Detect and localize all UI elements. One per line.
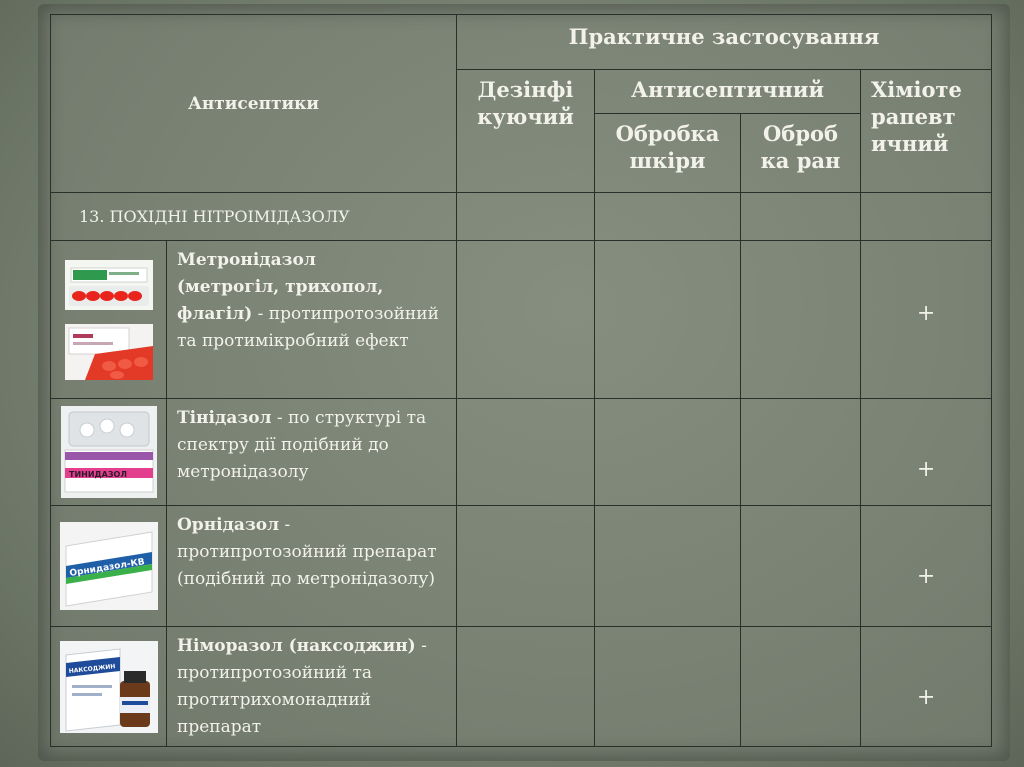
cell-chemotherapeutic (861, 399, 992, 506)
ornidazole-pack-image (60, 522, 158, 610)
drug-name: Німоразол (наксоджин) (177, 636, 416, 656)
cell-wounds (741, 399, 861, 506)
cell-empty (741, 193, 861, 241)
header-antiseptics-label: Антисептики (187, 93, 320, 114)
drug-image-cell (51, 506, 167, 627)
nimorazole-pack-image (60, 641, 158, 733)
cell-chemotherapeutic (861, 506, 992, 627)
cell-wounds (741, 627, 861, 747)
metronidazole-pack-image (65, 260, 153, 310)
drug-effect: - по структурі та спектру дії подібний до метронідазолу (177, 408, 427, 482)
cell-chemotherapeutic (861, 241, 992, 399)
header-skin-label: Обробка шкіри (615, 121, 720, 173)
header-wound-treatment (741, 114, 861, 193)
section-title: 13. ПОХІДНІ НІТРОІМІДАЗОЛУ (79, 207, 350, 226)
tinidazole-pack-image (61, 406, 157, 498)
antiseptics-table (50, 14, 992, 747)
drug-name: Метронідазол (177, 250, 316, 270)
cell-chemotherapeutic (861, 627, 992, 747)
plus-mark: + (916, 564, 936, 589)
cell-empty (595, 193, 741, 241)
plus-mark: + (916, 685, 936, 710)
nimorazole-pack-label: НАКСОДЖИН (67, 662, 116, 675)
drug-effect: - протипротозойний препарат (подібний до метронідазолу) (177, 515, 437, 589)
trichopol-pack-image (65, 324, 153, 380)
cell-disinfecting (457, 241, 595, 399)
drug-synonyms: (метрогіл, трихопол, флагіл) (177, 277, 384, 324)
section-nitroimidazole (51, 193, 457, 241)
drug-description (167, 241, 457, 399)
drug-effect: - протипротозойний та протитрихомонадний препарат (177, 636, 427, 737)
plus-mark: + (916, 301, 936, 326)
table-row (51, 399, 992, 506)
drug-description (167, 399, 457, 506)
cell-empty (457, 193, 595, 241)
header-skin-treatment (595, 114, 741, 193)
cell-skin (595, 241, 741, 399)
cell-wounds (741, 241, 861, 399)
cell-disinfecting (457, 506, 595, 627)
cell-disinfecting (457, 627, 595, 747)
table-row (51, 627, 992, 747)
table-row (51, 241, 992, 399)
cell-skin (595, 506, 741, 627)
header-antiseptics (51, 15, 457, 193)
drug-image-cell (51, 241, 167, 399)
drug-image-cell (51, 627, 167, 747)
header-wounds-label: Оброб ка ран (760, 121, 841, 173)
drug-name: Тінідазол (177, 408, 272, 428)
header-practical-label: Практичне застосування (568, 24, 880, 49)
tinidazole-pack-label: ТИНИДАЗОЛ (68, 470, 127, 479)
table-row (51, 506, 992, 627)
cell-skin (595, 627, 741, 747)
header-antiseptic-label: Антисептичний (630, 77, 825, 102)
header-disinfecting-label: Дезінфі куючий (477, 77, 574, 129)
cell-disinfecting (457, 399, 595, 506)
drug-effect: - протипротозойний та протимікробний ефект (177, 304, 439, 351)
header-disinfecting (457, 70, 595, 193)
header-practical-use (457, 15, 992, 70)
drug-image-cell (51, 399, 167, 506)
header-chemotherapeutic (861, 70, 992, 193)
cell-empty (861, 193, 992, 241)
drug-description (167, 506, 457, 627)
drug-name: Орнідазол (177, 515, 280, 535)
header-antiseptic (595, 70, 861, 114)
ornidazole-pack-label: Орнидазол-КВ (68, 557, 145, 579)
cell-wounds (741, 506, 861, 627)
drug-description (167, 627, 457, 747)
cell-skin (595, 399, 741, 506)
header-chemo-label: Хіміоте рапевт ичний (871, 77, 962, 156)
plus-mark: + (916, 457, 936, 482)
